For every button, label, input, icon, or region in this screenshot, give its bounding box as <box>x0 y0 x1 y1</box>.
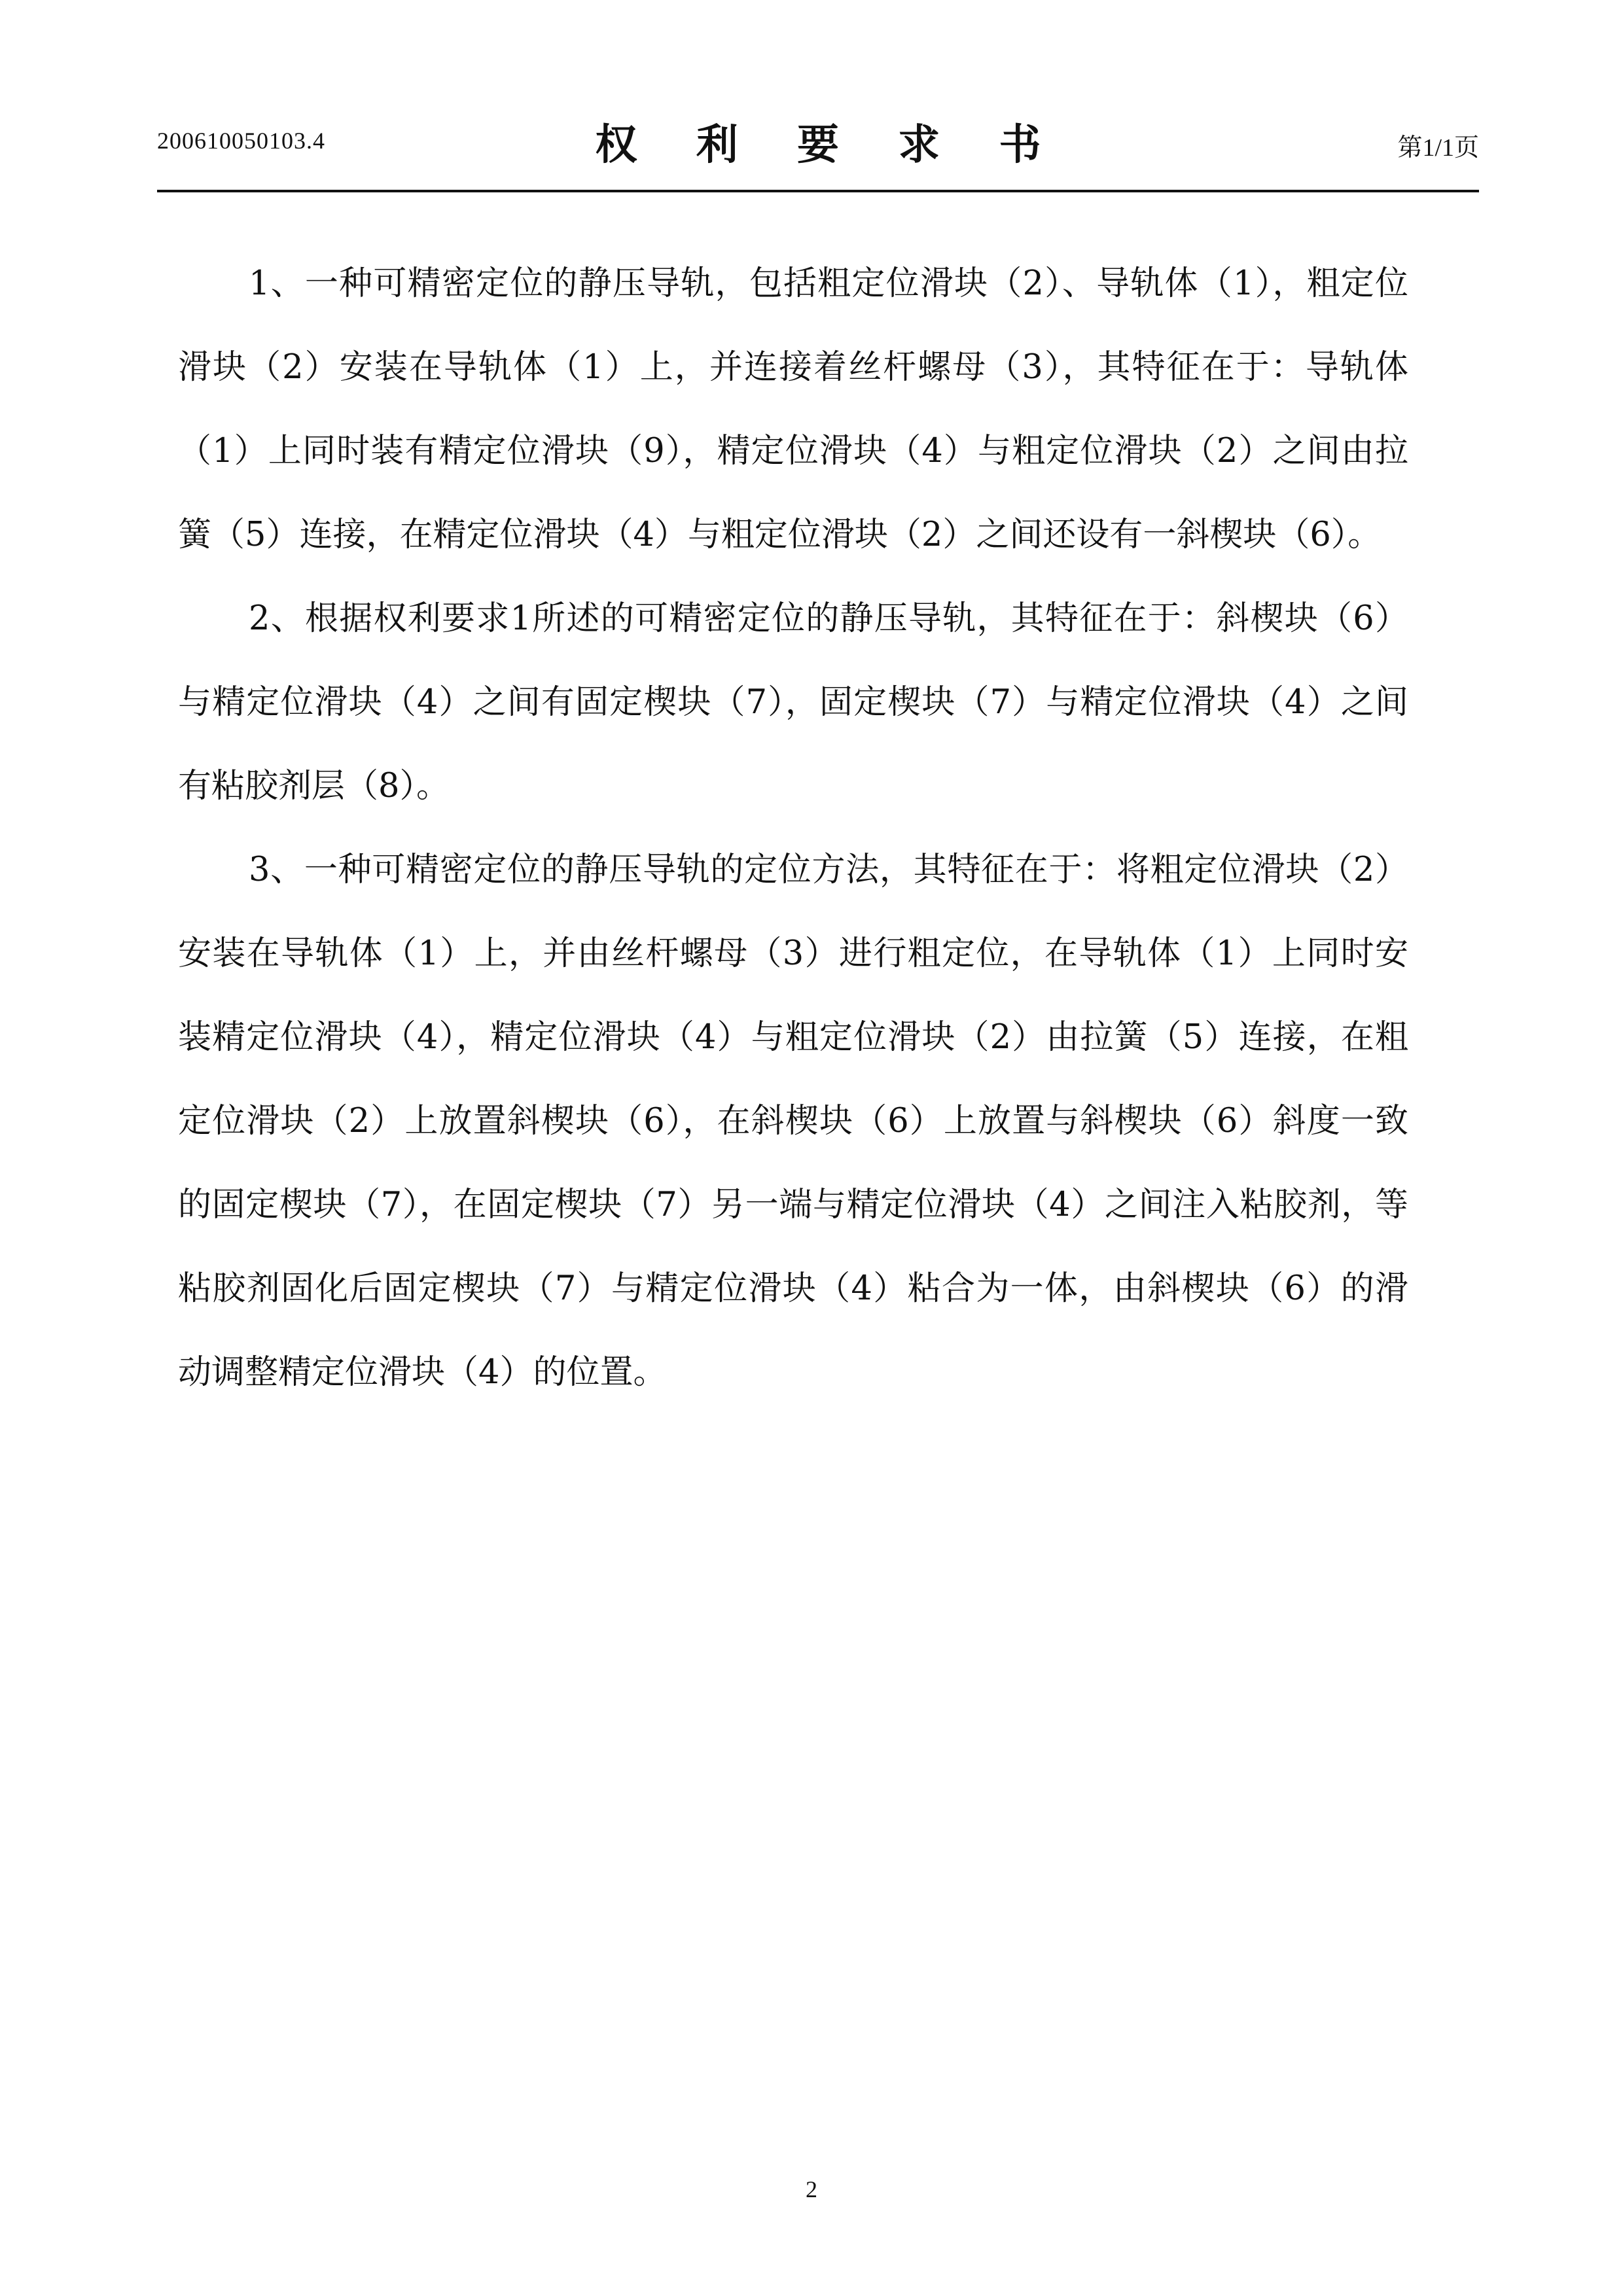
claim-2: 2、根据权利要求1所述的可精密定位的静压导轨，其特征在于：斜楔块（6）与精定位滑块（4）之间有固定楔块（7），固定楔块（7）与精定位滑块（4）之间有粘胶剂层（8）。 <box>178 599 1408 805</box>
claim-1: 1、一种可精密定位的静压导轨，包括粗定位滑块（2）、导轨体（1），粗定位滑块（2）安装在导轨体（1）上，并连接着丝杆螺母（3），其特征在于：导轨体（1）上同时装有精定位滑块（9），精定位滑块（4）与粗定位滑块（2）之间由拉簧（5）连接，在精定位滑块（4）与粗定位滑块（2）之间还设有一斜楔块（6）。 <box>178 264 1408 554</box>
document-header <box>157 98 1479 190</box>
page-label: 第1/1页 <box>1397 134 1479 162</box>
application-number: 200610050103.4 <box>157 128 325 154</box>
page-number: 2 <box>806 2176 817 2202</box>
claim-3: 3、一种可精密定位的静压导轨的定位方法，其特征在于：将粗定位滑块（2）安装在导轨体（1）上，并由丝杆螺母（3）进行粗定位，在导轨体（1）上同时安装精定位滑块（4），精定位滑块（4）与粗定位滑块（2）由拉簧（5）连接，在粗定位滑块（2）上放置斜楔块（6），在斜楔块（6）上放置与斜楔块（6）斜度一致的固定楔块（7），在固定楔块（7）另一端与精定位滑块（4）之间注入粘胶剂，等粘胶剂固化后固定楔块（7）与精定位滑块（4）粘合为一体，由斜楔块（6）的滑动调整精定位滑块（4）的位置。 <box>178 851 1408 1392</box>
page-title: 权 利 要 求 书 <box>595 120 1063 169</box>
claims-body <box>178 242 1408 1415</box>
header-divider <box>157 190 1479 192</box>
